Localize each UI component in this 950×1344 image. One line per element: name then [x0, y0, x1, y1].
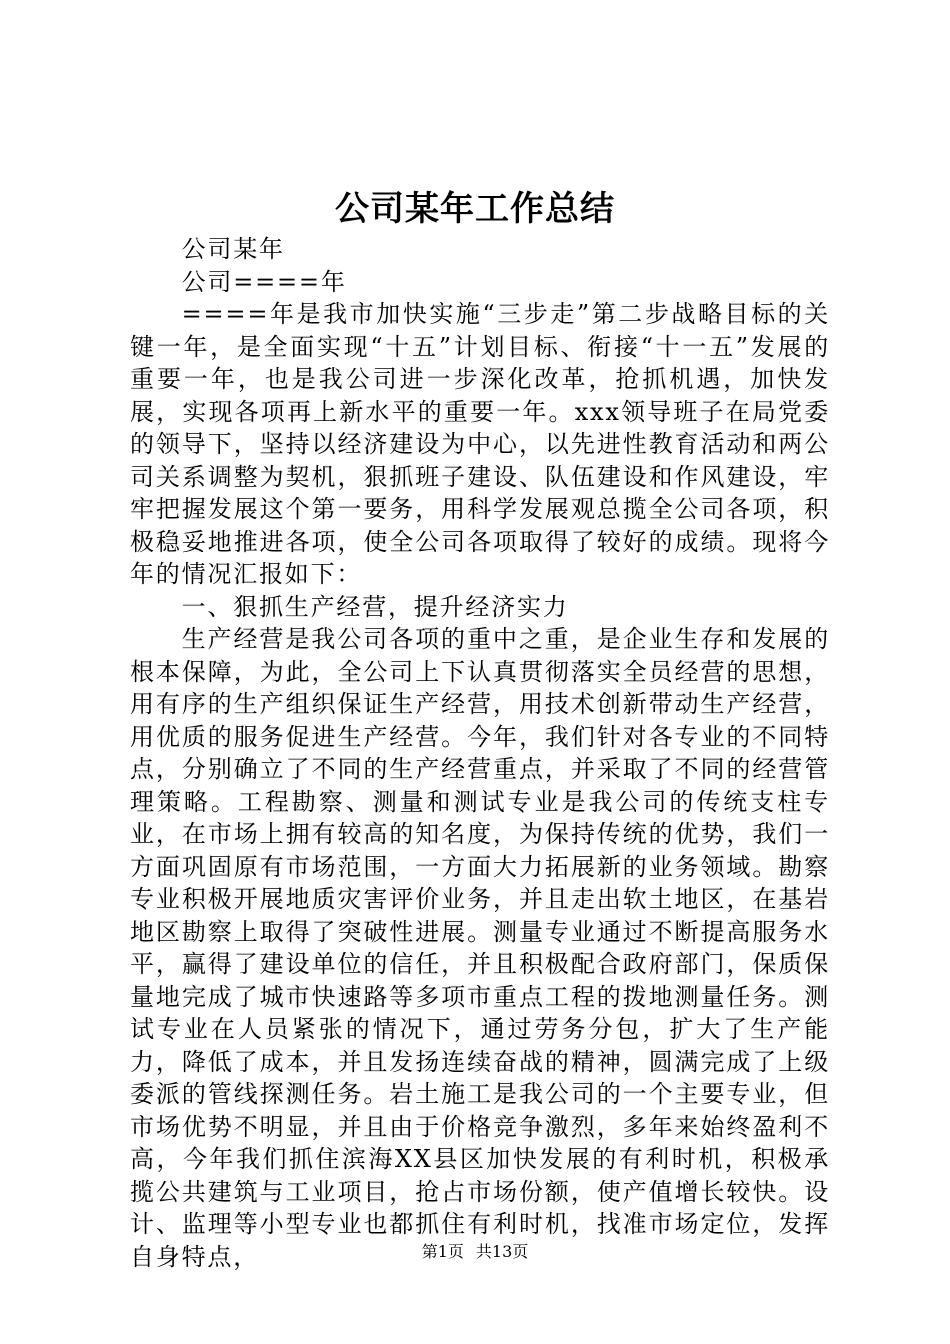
paragraph-production: 生产经营是我公司各项的重中之重，是企业生存和发展的根本保障，为此，全公司上下认真贯彻落实全员经营的思想，用有序的生产组织保证生产经营，用技术创新带动生产经营，用优质的服务促进生产经营。今年，我们针对各专业的不同特点，分别确立了不同的生产经营重点，并采取了不同的经营管理策略。工程勘察、测量和测试专业是我公司的传统支柱专业，在市场上拥有较高的知名度，为保持传统的优势，我们一方面巩固原有市场范围，一方面大力拓展新的业务领域。勘察专业积极开展地质灾害评价业务，并且走出软土地区，在基岩地区勘察上取得了突破性进展。测量专业通过不断提高服务水平，赢得了建设单位的信任，并且积极配合政府部门，保质保量地完成了城市快速路等多项市重点工程的拨地测量任务。测试专业在人员紧张的情况下，通过劳务分包，扩大了生产能力，降低了成本，并且发扬连续奋战的精神，圆满完成了上级委派的管线探测任务。岩土施工是我公司的一个主要专业，但市场优势不明显，并且由于价格竞争激烈，多年来始终盈利不高，今年我们抓住滨海XX县区加快发展的有利时机，积极承揽公共建筑与工业项目，抢占市场份额，使产值增长较快。设计、监理等小型专业也都抓住有利时机，找准市场定位，发挥自身特点，: [130, 625, 830, 1271]
document-body: [130, 233, 830, 1273]
page-total: 共13页: [475, 1242, 529, 1261]
paragraph-company-year: 公司某年: [181, 235, 285, 263]
paragraph-introduction: ====年是我市加快实施“三步走”第二步战略目标的关键一年，是全面实现“十五”计划目标、衔接“十一五”发展的重要一年，也是我公司进一步深化改革，抢抓机遇，加快发展，实现各项再上新水平的重要一年。xxx领导班子在局党委的领导下，坚持以经济建设为中心，以先进性教育活动和两公司关系调整为契机，狠抓班子建设、队伍建设和作风建设，牢牢把握发展这个第一要务，用科学发展观总揽全公司各项，积极稳妥地推进各项，使全公司各项取得了较好的成绩。现将今年的情况汇报如下：: [130, 300, 830, 588]
paragraph-company-date: 公司====年: [181, 267, 347, 296]
section-heading-production: 一、狠抓生产经营，提升经济实力: [181, 592, 569, 621]
page-footer: [0, 1240, 950, 1264]
document-title: 公司某年工作总结: [335, 189, 615, 229]
page-number: 第1页: [421, 1242, 464, 1261]
